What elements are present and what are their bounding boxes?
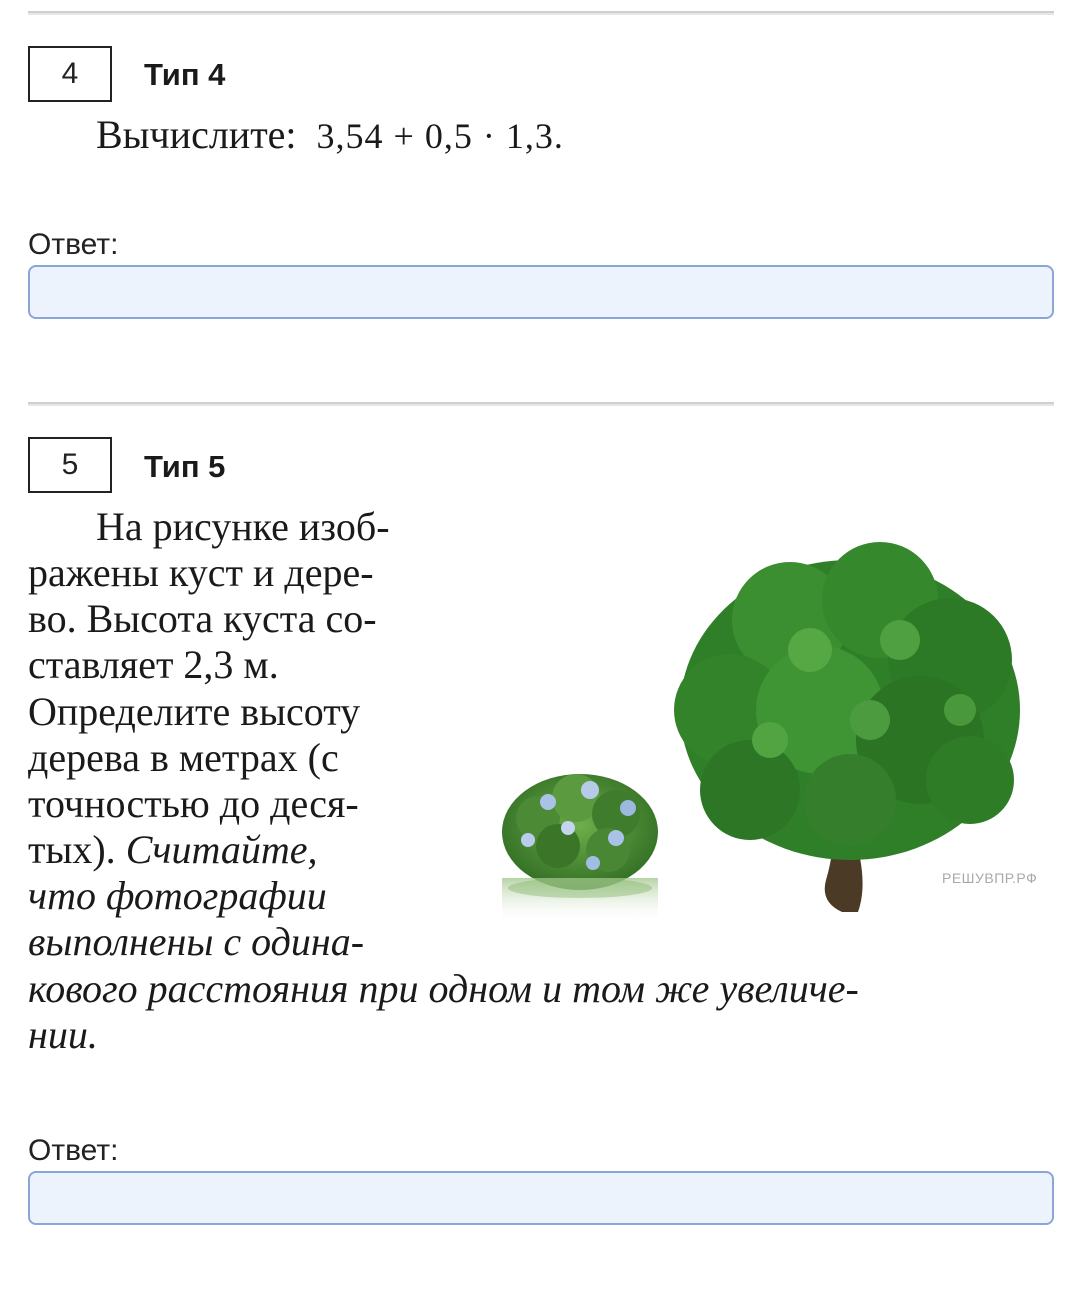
task-5-text-line-8 (28, 826, 317, 873)
task-5-text-line-6: дерева в метрах (с (28, 735, 339, 780)
task-5-text-line-10: выполнены с одина- (28, 919, 365, 964)
task-5-text-line-1: На рисунке изоб- (96, 504, 390, 549)
task-5-text-line-12: нии. (28, 1012, 98, 1057)
task-4-question (96, 112, 564, 159)
task-4-prompt: Вычислите: (96, 112, 297, 157)
task-5-text-line-8-regular: тых). (28, 827, 116, 872)
task-5-text-line-2: ражены куст и дере- (28, 550, 374, 595)
task-4-expression: 3,54 + 0,5 · 1,3. (316, 116, 564, 156)
task-5-text-line-4: ставляет 2,3 м. (28, 642, 279, 687)
task-5-type-label: Тип 5 (144, 449, 226, 484)
task-4-answer-label: Ответ: (28, 228, 119, 261)
task-5-text-line-5: Определите высоту (28, 689, 361, 734)
bush-image (498, 768, 668, 928)
task-5-text-line-9: что фотографии (28, 873, 327, 918)
task-5-text-line-11: кового расстояния при одном и том же увеличе- (28, 966, 859, 1011)
watermark: РЕШУВПР.РФ (942, 870, 1038, 886)
tree-image (670, 540, 1030, 920)
task-4-answer-input[interactable] (28, 265, 1054, 319)
divider-top (28, 11, 1054, 15)
task-4-type-label: Тип 4 (144, 57, 226, 92)
task-5-answer-label: Ответ: (28, 1134, 119, 1167)
task-5-answer-input[interactable] (28, 1171, 1054, 1225)
task-5-text-line-3: во. Высота куста со- (28, 596, 377, 641)
task-5-text-line-8-italic: Считайте, (125, 827, 318, 872)
divider-middle (28, 402, 1054, 406)
task-4-number: 4 (28, 46, 112, 102)
task-5-number: 5 (28, 437, 112, 493)
task-5-text-line-7: точностью до деся- (28, 781, 359, 826)
